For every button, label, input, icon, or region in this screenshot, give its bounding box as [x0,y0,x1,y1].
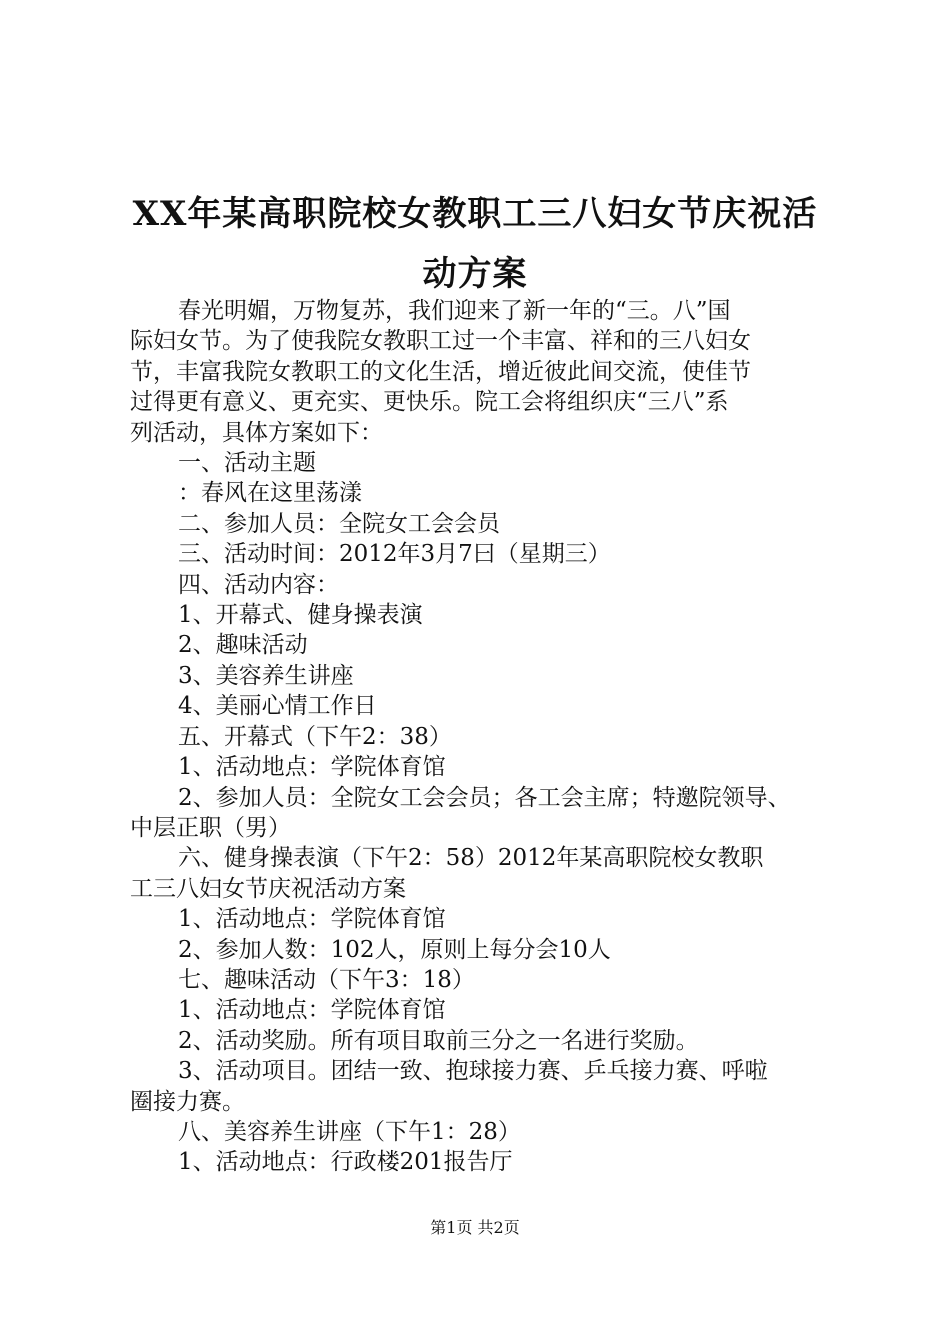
paragraph-line: 圈接力赛。 [130,1088,245,1115]
section-heading: 三、活动时间：2012年3月7曰（星期三） [178,541,611,568]
paragraph-line: 春光明媚，万物复苏，我们迎来了新一年的“三。八”国 [178,298,731,324]
list-item: 2、参加人员：全院女工会会员；各工会主席；特邀院领导、 [178,784,791,811]
section-heading: 五、开幕式（下午2：38） [178,723,452,750]
section-heading: 七、趣味活动（下午3：18） [178,966,475,993]
paragraph-line: 际妇女节。为了使我院女教职工过一个丰富、祥和的三八妇女 [130,328,751,355]
list-item: 3、美容养生讲座 [178,662,354,689]
document-title-line-1: XX年某高职院校女教职工三八妇女节庆祝活 [132,194,818,234]
paragraph-line: 中层正职（男） [130,814,291,841]
page-footer: 第1页 共2页 [430,1218,520,1237]
document-body [130,296,845,1178]
list-item: 1、活动地点：学院体育馆 [178,906,446,933]
section-heading: 二、参加人员：全院女工会会员 [178,510,500,537]
list-item: 2、参加人数：102人，原则上每分会10人 [178,936,611,963]
section-heading: 一、活动主题 [178,450,316,477]
paragraph-line: ：春风在这里荡漾 [178,480,362,507]
paragraph-line: 过得更有意义、更充实、更快乐。院工会将组织庆“三八”系 [130,389,729,416]
section-heading: 八、美容养生讲座（下午1：28） [178,1118,521,1145]
list-item: 3、活动项目。团结一致、抱球接力赛、乒乓接力赛、呼啦 [178,1058,768,1085]
paragraph-line: 节，丰富我院女教职工的文化生活，增近彼此间交流，使佳节 [130,358,751,385]
list-item: 2、活动奖励。所有项目取前三分之一名进行奖励。 [178,1027,699,1054]
section-heading: 四、活动内容： [178,571,339,598]
section-heading: 六、健身操表演（下午2：58）2012年某高职院校女教职 [178,845,764,872]
list-item: 1、开幕式、健身操表演 [178,602,423,629]
list-item: 1、活动地点：行政楼201报告厅 [178,1149,513,1176]
list-item: 1、活动地点：学院体育馆 [178,754,446,781]
document-title-line-2: 动方案 [422,254,528,294]
list-item: 2、趣味活动 [178,632,308,659]
paragraph-line: 列活动，具体方案如下： [130,419,383,446]
list-item: 4、美丽心情工作日 [178,693,377,720]
paragraph-line: 工三八妇女节庆祝活动方案 [130,875,406,902]
list-item: 1、活动地点：学院体育馆 [178,997,446,1024]
